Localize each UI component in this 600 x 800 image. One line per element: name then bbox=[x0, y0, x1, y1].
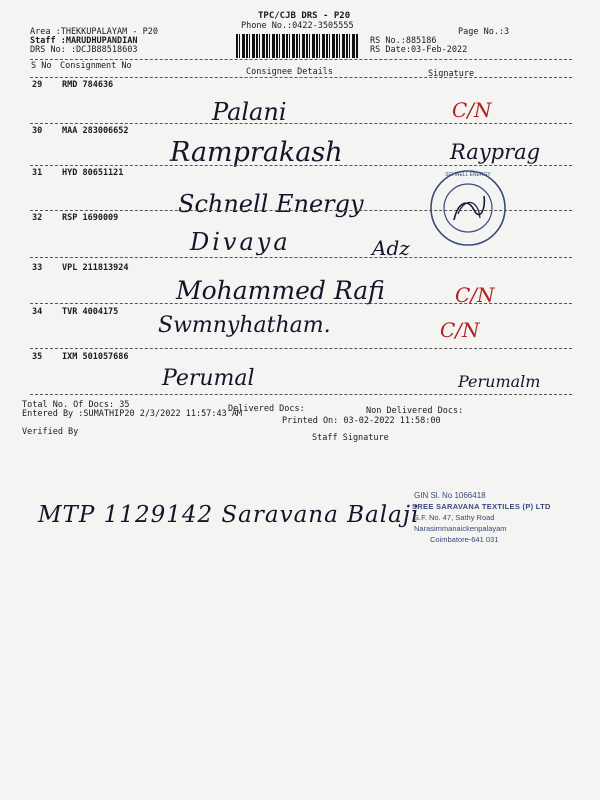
page-number: Page No.:3 bbox=[458, 27, 510, 37]
entered-by: Entered By :SUMATHIP20 2/3/2022 11:57:43 AM bbox=[22, 409, 243, 419]
row-divider bbox=[30, 123, 572, 124]
row-sno: 32 bbox=[32, 213, 43, 223]
staff-label: Staff :MARUDHUPANDIAN bbox=[30, 36, 138, 46]
row-signature-handwriting: C/N bbox=[455, 283, 495, 307]
row-signature-handwriting: C/N bbox=[452, 98, 492, 122]
row-consignee-handwriting: Ramprakash bbox=[170, 137, 343, 168]
row-signature-handwriting: Rayprag bbox=[450, 140, 541, 164]
row-signature-handwriting: Perumalm bbox=[458, 372, 541, 391]
row-consignee-handwriting: Palani bbox=[212, 98, 287, 126]
row-consignment-no: RMD 784636 bbox=[62, 80, 114, 90]
row-divider bbox=[30, 394, 572, 395]
row-sno: 34 bbox=[32, 307, 43, 317]
row-signature-handwriting: Adz bbox=[372, 236, 410, 260]
printed-on: Printed On: 03-02-2022 11:58:00 bbox=[282, 416, 441, 426]
rs-number: RS No.:885186 bbox=[370, 36, 437, 46]
row-sno: 29 bbox=[32, 80, 43, 90]
row-consignee-handwriting: Schnell Energy bbox=[178, 190, 364, 218]
row-consignment-no: VPL 211813924 bbox=[62, 263, 129, 273]
stamp-line: Narasimmanaickenpalayam bbox=[414, 524, 507, 533]
stamp-line: SREE SARAVANA TEXTILES (P) LTD bbox=[412, 502, 551, 511]
verified-by-label: Verified By bbox=[22, 427, 79, 437]
phone-number: Phone No.:0422-3505555 bbox=[241, 21, 354, 31]
row-consignee-handwriting: Swmnyhatham. bbox=[158, 313, 331, 338]
total-docs: Total No. Of Docs: 35 bbox=[22, 400, 130, 410]
row-signature-handwriting: C/N bbox=[440, 318, 480, 342]
row-divider bbox=[30, 257, 572, 258]
row-consignment-no: RSP 1690009 bbox=[62, 213, 119, 223]
handwritten-note: MTP 1129142 Saravana Balaji bbox=[38, 502, 420, 528]
row-consignee-handwriting: Mohammed Rafi bbox=[176, 276, 385, 305]
stamp-line: Coimbatore-641 031 bbox=[430, 535, 499, 544]
row-consignee-handwriting: Perumal bbox=[162, 366, 255, 391]
delivered-docs: Delivered Docs: bbox=[228, 404, 305, 414]
header-rule-bottom bbox=[30, 77, 572, 78]
row-consignee-handwriting: Divaya bbox=[190, 228, 291, 256]
row-sno: 35 bbox=[32, 352, 43, 362]
drs-number: DRS No: :DCJB88518603 bbox=[30, 45, 138, 55]
row-sno: 31 bbox=[32, 168, 43, 178]
row-sno: 30 bbox=[32, 126, 43, 136]
row-divider bbox=[30, 165, 572, 166]
row-divider bbox=[30, 303, 572, 304]
stamp-line: S.F. No. 47, Sathy Road bbox=[414, 513, 495, 522]
company-seal-stamp bbox=[428, 168, 508, 248]
col-consignment: Consignment No bbox=[60, 61, 132, 71]
row-consignment-no: MAA 283006652 bbox=[62, 126, 129, 136]
barcode-image bbox=[236, 34, 358, 58]
document-title: TPC/CJB DRS - P20 bbox=[258, 11, 351, 21]
stamp-line: GIN Sl. No 1066418 bbox=[414, 491, 486, 500]
non-delivered-docs: Non Delivered Docs: bbox=[366, 406, 464, 416]
rs-date: RS Date:03-Feb-2022 bbox=[370, 45, 468, 55]
row-consignment-no: TVR 4004175 bbox=[62, 307, 119, 317]
row-consignment-no: IXM 501057686 bbox=[62, 352, 129, 362]
col-consignee: Consignee Details bbox=[246, 67, 333, 77]
row-sno: 33 bbox=[32, 263, 43, 273]
col-sno: S No bbox=[31, 61, 52, 71]
row-divider bbox=[30, 348, 572, 349]
row-consignment-no: HYD 80651121 bbox=[62, 168, 124, 178]
header-rule-top bbox=[30, 59, 572, 60]
col-signature: Signature bbox=[428, 69, 475, 79]
staff-signature-label: Staff Signature bbox=[312, 433, 389, 443]
area-label: Area :THEKKUPALAYAM - P20 bbox=[30, 27, 158, 37]
svg-text:SCHNELL ENERGY: SCHNELL ENERGY bbox=[445, 172, 491, 178]
